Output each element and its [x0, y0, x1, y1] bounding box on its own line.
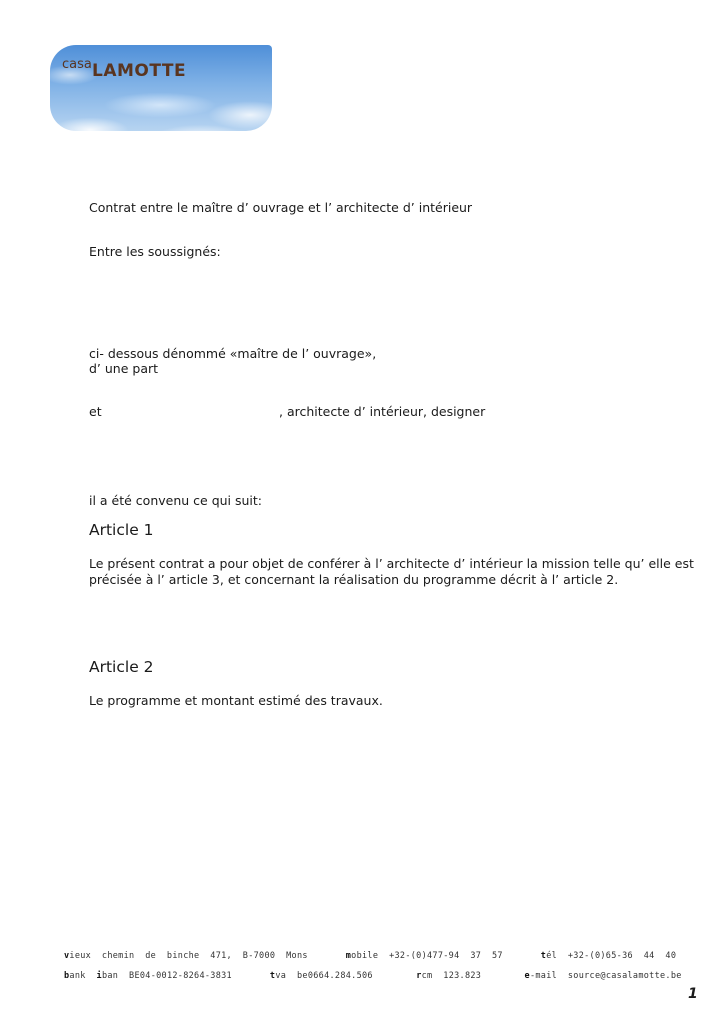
footer-rcm: cm 123.823	[421, 971, 482, 981]
footer-phone-initial: t	[540, 951, 547, 961]
footer-bank: ank	[69, 971, 97, 981]
footer-iban-initial: i	[96, 971, 102, 981]
parties-intro: Entre les soussignés:	[89, 244, 221, 259]
footer-email: -mail source@casalamotte.be	[529, 971, 682, 981]
owner-part: d’ une part	[89, 361, 159, 376]
agreed-statement: il a été convenu ce qui suit:	[89, 493, 263, 508]
footer-rcm-initial: r	[416, 971, 422, 981]
footer-bank-row	[64, 971, 682, 981]
footer-email-initial: e	[524, 971, 530, 981]
architect-role: , architecte d’ intérieur, designer	[279, 404, 486, 419]
page-number: 1	[688, 986, 698, 1002]
article-1-title: Article 1	[89, 521, 154, 539]
article-2-title: Article 2	[89, 658, 154, 676]
article-1-line-2: précisée à l’ article 3, et concernant la réalisation du programme décrit à l’ article 2.	[89, 572, 619, 587]
owner-designation: ci- dessous dénommé «maître de l’ ouvrage»,	[89, 346, 377, 361]
footer-address-row	[64, 951, 676, 961]
article-2-line-1: Le programme et montant estimé des travaux.	[89, 693, 383, 708]
logo-lamotte-text: LAMOTTE	[92, 61, 187, 81]
article-1-line-1: Le présent contrat a pour objet de conférer à l’ architecte d’ intérieur la mission telle qu’ elle est	[89, 556, 694, 571]
footer-mobile-initial: m	[345, 951, 352, 961]
and-word: et	[89, 404, 102, 419]
footer-address-initial: v	[64, 951, 70, 961]
logo-casa-text: casa	[62, 57, 92, 72]
footer-tva: va be0664.284.506	[275, 971, 373, 981]
footer-tva-initial: t	[269, 971, 276, 981]
footer-phone: él +32-(0)65-36 44 40	[546, 951, 677, 961]
footer-mobile: obile +32-(0)477-94 37 57	[351, 951, 503, 961]
footer-address: ieux chemin de binche 471, B-7000 Mons	[69, 951, 308, 961]
contract-title: Contrat entre le maître d’ ouvrage et l’ architecte d’ intérieur	[89, 200, 473, 215]
footer-bank-initial: b	[64, 971, 70, 981]
footer-iban: ban BE04-0012-8264-3831	[101, 971, 232, 981]
company-logo	[50, 45, 272, 131]
